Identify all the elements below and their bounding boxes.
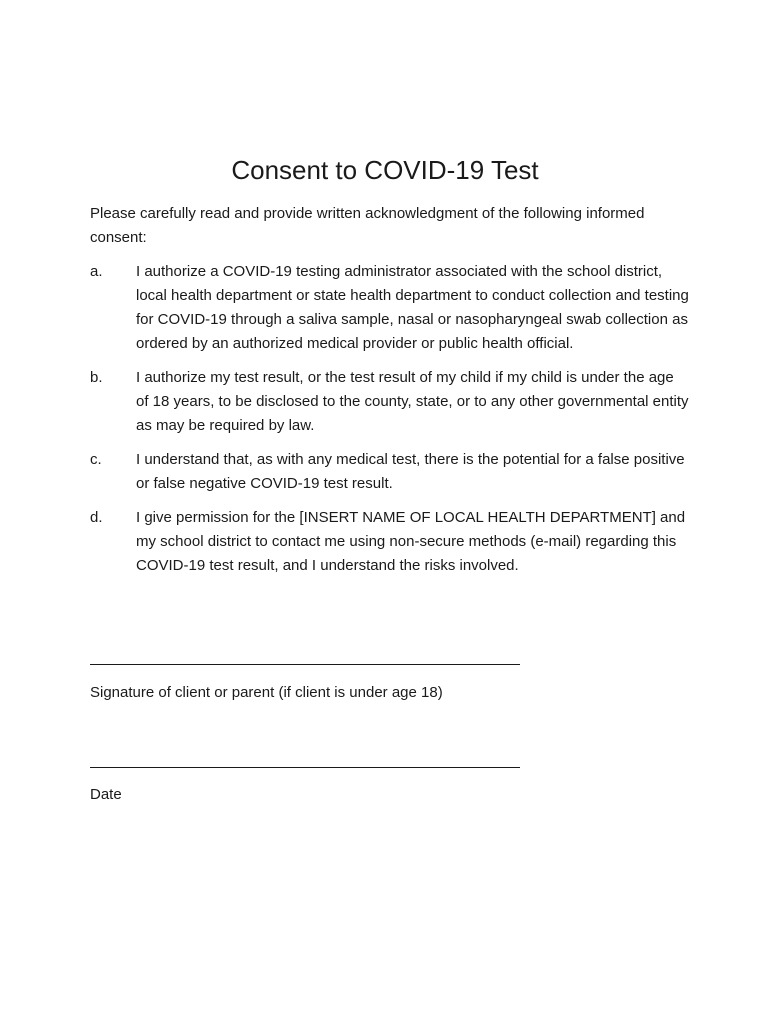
date-label: Date — [90, 786, 122, 803]
consent-item-d — [90, 506, 690, 578]
list-marker: b. — [90, 369, 103, 386]
consent-text: I authorize a COVID-19 testing administrator associated with the school district, local health department or state health department to conduct collection and testing for COVID-19 through a saliva sample, nasal or nasopharyngeal swab collection as ordered by an authorized medical provider or public health official. — [136, 263, 689, 352]
consent-text: I understand that, as with any medical test, there is the potential for a false positive or false negative COVID-19 test result. — [136, 451, 685, 492]
consent-list — [90, 260, 690, 588]
document-title: Consent to COVID-19 Test — [231, 155, 539, 185]
signature-line — [90, 664, 520, 665]
consent-text: I authorize my test result, or the test result of my child if my child is under the age of 18 years, to be disclosed to the county, state, or to any other governmental entity as may be required by law. — [136, 369, 689, 434]
consent-item-a — [90, 260, 690, 356]
list-marker: a. — [90, 263, 103, 280]
list-marker: c. — [90, 451, 102, 468]
list-marker: d. — [90, 509, 103, 526]
signature-label: Signature of client or parent (if client is under age 18) — [90, 684, 443, 701]
consent-item-b — [90, 366, 690, 438]
intro-paragraph: Please carefully read and provide written acknowledgment of the following informed consent: — [90, 205, 645, 246]
date-line — [90, 767, 520, 768]
consent-text: I give permission for the [INSERT NAME OF LOCAL HEALTH DEPARTMENT] and my school district to contact me using non-secure methods (e-mail) regarding this COVID-19 test result, and I understand the risks involved. — [136, 509, 686, 574]
consent-item-c — [90, 448, 690, 496]
